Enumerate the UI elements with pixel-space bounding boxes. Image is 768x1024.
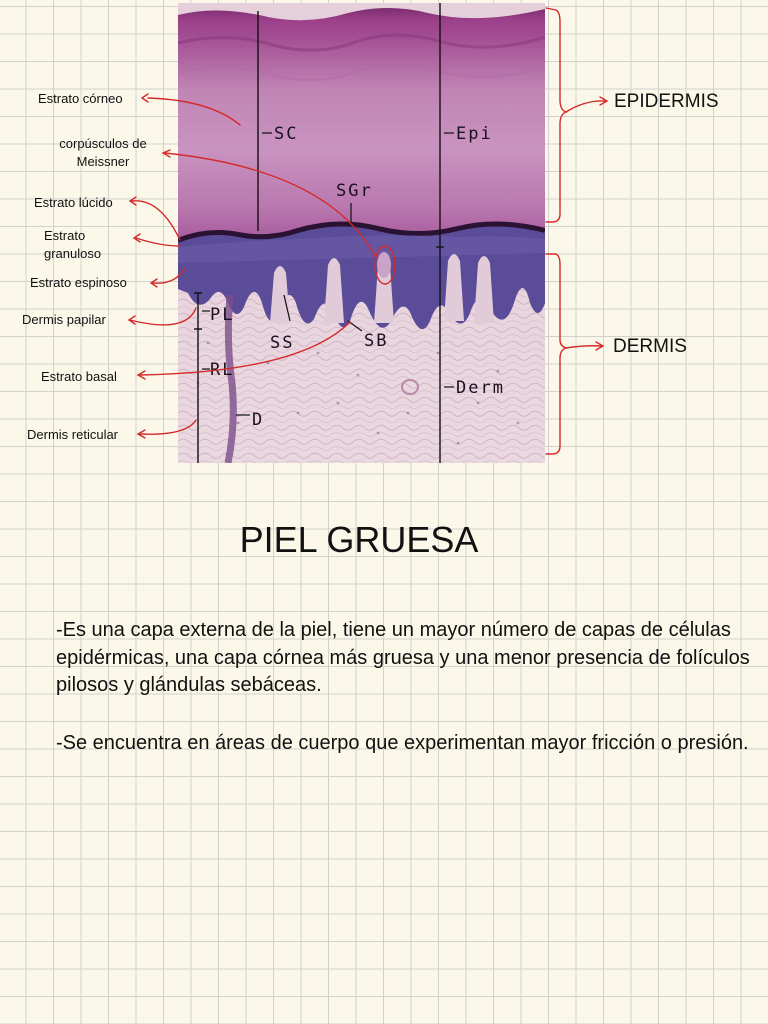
- micro-label-ss: SS: [270, 333, 295, 353]
- label-estrato-espinoso: Estrato espinoso: [30, 275, 127, 290]
- micro-label-sb: SB: [364, 331, 389, 351]
- skin-micrograph: [178, 3, 545, 463]
- micro-label-sgr: SGr: [336, 181, 373, 201]
- label-dermis-papilar: Dermis papilar: [22, 312, 106, 327]
- page-title: PIEL GRUESA: [239, 519, 479, 560]
- micro-label-sc: SC: [274, 124, 299, 144]
- label-corpusculos-line1: corpúsculos de: [59, 136, 147, 151]
- micro-label-rl: RL: [210, 360, 235, 380]
- label-estrato-corneo: Estrato córneo: [38, 91, 123, 106]
- label-granuloso-line2: granuloso: [44, 246, 102, 261]
- micro-label-d: D: [252, 410, 265, 430]
- label-estrato-basal: Estrato basal: [41, 369, 117, 384]
- micro-label-derm: Derm: [456, 378, 505, 398]
- micro-label-pl: PL: [210, 305, 235, 325]
- label-corpusculos-line2: Meissner: [76, 154, 130, 169]
- paragraph-location: -Se encuentra en áreas de cuerpo que experimentan mayor fricción o presión.: [56, 732, 749, 754]
- label-epidermis: EPIDERMIS: [614, 91, 719, 112]
- label-dermis-reticular: Dermis reticular: [27, 427, 119, 442]
- label-estrato-lucido: Estrato lúcido: [34, 195, 113, 210]
- label-granuloso-line1: Estrato: [44, 228, 86, 243]
- paragraph-description: -Es una capa externa de la piel, tiene un mayor número de capas de células epidérmicas, una capa córnea más gruesa y una menor presencia de folículos pilosos y glándulas sebáceas.: [56, 619, 750, 696]
- label-dermis: DERMIS: [613, 336, 687, 357]
- micro-label-epi: Epi: [456, 124, 493, 144]
- label-corpusculos-meissner: [55, 135, 151, 171]
- label-estrato-granuloso: [44, 227, 101, 263]
